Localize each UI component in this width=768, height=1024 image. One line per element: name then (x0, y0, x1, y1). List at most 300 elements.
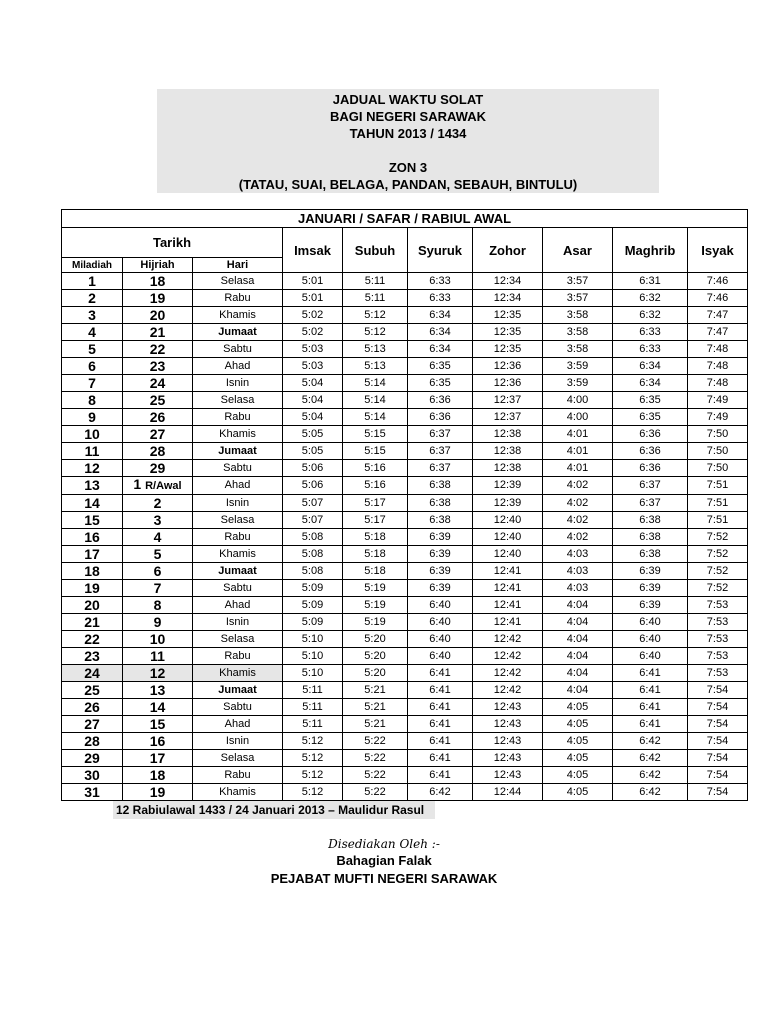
asar-cell: 4:04 (543, 631, 613, 648)
day-cell: Jumaat (193, 443, 283, 460)
day-cell: Selasa (193, 273, 283, 290)
syuruk-cell: 6:34 (408, 341, 473, 358)
table-row (62, 665, 748, 682)
subuh-cell: 5:13 (343, 358, 408, 375)
table-row (62, 529, 748, 546)
zohor-cell: 12:36 (473, 358, 543, 375)
imsak-cell: 5:09 (283, 580, 343, 597)
miladiah-cell: 1 (62, 273, 123, 290)
isyak-cell: 7:54 (688, 716, 748, 733)
table-row (62, 426, 748, 443)
day-cell: Khamis (193, 665, 283, 682)
maghrib-cell: 6:35 (613, 409, 688, 426)
syuruk-cell: 6:39 (408, 563, 473, 580)
miladiah-cell: 28 (62, 733, 123, 750)
day-cell: Selasa (193, 631, 283, 648)
asar-cell: 3:59 (543, 375, 613, 392)
syuruk-cell: 6:38 (408, 495, 473, 512)
miladiah-cell: 16 (62, 529, 123, 546)
table-row (62, 631, 748, 648)
table-row (62, 324, 748, 341)
syuruk-cell: 6:34 (408, 324, 473, 341)
maulidur-rasul-note: 12 Rabiulawal 1433 / 24 Januari 2013 – Maulidur Rasul (113, 801, 435, 819)
hijriah-value: 24 (149, 374, 166, 391)
maghrib-cell: 6:40 (613, 631, 688, 648)
asar-cell: 4:04 (543, 614, 613, 631)
syuruk-cell: 6:36 (408, 409, 473, 426)
maghrib-cell: 6:40 (613, 648, 688, 665)
miladiah-cell: 23 (62, 648, 123, 665)
day-cell: Isnin (193, 375, 283, 392)
hijriah-cell (123, 426, 193, 443)
table-row (62, 580, 748, 597)
miladiah-cell: 26 (62, 699, 123, 716)
imsak-cell: 5:10 (283, 631, 343, 648)
zohor-cell: 12:40 (473, 546, 543, 563)
imsak-cell: 5:11 (283, 716, 343, 733)
maghrib-cell: 6:41 (613, 682, 688, 699)
zohor-cell: 12:38 (473, 426, 543, 443)
table-row (62, 597, 748, 614)
syuruk-cell: 6:40 (408, 648, 473, 665)
imsak-cell: 5:09 (283, 614, 343, 631)
isyak-cell: 7:51 (688, 477, 748, 495)
header-title: JADUAL WAKTU SOLAT (332, 92, 484, 107)
subuh-cell: 5:20 (343, 665, 408, 682)
hijriah-value: 8 (153, 596, 162, 613)
maghrib-cell: 6:32 (613, 307, 688, 324)
asar-cell: 4:01 (543, 426, 613, 443)
zohor-cell: 12:42 (473, 665, 543, 682)
hijriah-value: 29 (149, 459, 166, 476)
subuh-cell: 5:22 (343, 750, 408, 767)
imsak-cell: 5:05 (283, 443, 343, 460)
zohor-cell: 12:35 (473, 307, 543, 324)
hijriah-cell (123, 648, 193, 665)
asar-cell: 3:57 (543, 290, 613, 307)
day-cell: Sabtu (193, 341, 283, 358)
asar-cell: 4:02 (543, 529, 613, 546)
table-row (62, 477, 748, 495)
subuh-cell: 5:21 (343, 682, 408, 699)
maghrib-cell: 6:41 (613, 716, 688, 733)
syuruk-cell: 6:37 (408, 426, 473, 443)
office-name: PEJABAT MUFTI NEGERI SARAWAK (270, 871, 498, 886)
subuh-cell: 5:13 (343, 341, 408, 358)
maghrib-cell: 6:31 (613, 273, 688, 290)
imsak-cell: 5:09 (283, 597, 343, 614)
syuruk-cell: 6:35 (408, 375, 473, 392)
subuh-cell: 5:11 (343, 290, 408, 307)
isyak-cell: 7:54 (688, 784, 748, 801)
zohor-cell: 12:41 (473, 563, 543, 580)
imsak-cell: 5:01 (283, 290, 343, 307)
table-row (62, 648, 748, 665)
isyak-cell: 7:48 (688, 375, 748, 392)
zohor-cell: 12:34 (473, 290, 543, 307)
subuh-cell: 5:19 (343, 614, 408, 631)
zohor-cell: 12:37 (473, 392, 543, 409)
hijriah-cell (123, 750, 193, 767)
maghrib-cell: 6:38 (613, 512, 688, 529)
subuh-cell: 5:18 (343, 529, 408, 546)
miladiah-cell: 13 (62, 477, 123, 495)
hijriah-cell (123, 733, 193, 750)
hijriah-value: 9 (153, 613, 162, 630)
col-header-miladiah: Miladiah (62, 258, 123, 273)
hijriah-value: 19 (149, 783, 166, 800)
isyak-cell: 7:49 (688, 392, 748, 409)
imsak-cell: 5:10 (283, 648, 343, 665)
hijriah-cell (123, 529, 193, 546)
hijriah-value: 20 (149, 306, 166, 323)
syuruk-cell: 6:41 (408, 750, 473, 767)
syuruk-cell: 6:41 (408, 733, 473, 750)
table-row (62, 290, 748, 307)
day-cell: Khamis (193, 307, 283, 324)
zohor-cell: 12:42 (473, 631, 543, 648)
isyak-cell: 7:54 (688, 750, 748, 767)
subuh-cell: 5:21 (343, 716, 408, 733)
miladiah-cell: 22 (62, 631, 123, 648)
zohor-cell: 12:42 (473, 682, 543, 699)
hijriah-cell (123, 341, 193, 358)
prayer-times-table (61, 209, 748, 801)
asar-cell: 4:04 (543, 597, 613, 614)
day-cell: Khamis (193, 426, 283, 443)
maghrib-cell: 6:42 (613, 784, 688, 801)
miladiah-cell: 27 (62, 716, 123, 733)
table-row (62, 614, 748, 631)
maghrib-cell: 6:34 (613, 358, 688, 375)
isyak-cell: 7:49 (688, 409, 748, 426)
zohor-cell: 12:40 (473, 512, 543, 529)
month-title: JANUARI / SAFAR / RABIUL AWAL (62, 210, 748, 228)
miladiah-cell: 21 (62, 614, 123, 631)
asar-cell: 4:01 (543, 460, 613, 477)
hijriah-cell (123, 392, 193, 409)
imsak-cell: 5:02 (283, 324, 343, 341)
hijriah-value: 12 (149, 664, 166, 681)
imsak-cell: 5:10 (283, 665, 343, 682)
isyak-cell: 7:54 (688, 733, 748, 750)
imsak-cell: 5:04 (283, 392, 343, 409)
isyak-cell: 7:53 (688, 631, 748, 648)
miladiah-cell: 17 (62, 546, 123, 563)
asar-cell: 3:58 (543, 307, 613, 324)
subuh-cell: 5:21 (343, 699, 408, 716)
syuruk-cell: 6:39 (408, 580, 473, 597)
day-cell: Rabu (193, 648, 283, 665)
col-header-maghrib: Maghrib (613, 228, 688, 273)
isyak-cell: 7:48 (688, 358, 748, 375)
hijriah-value: 7 (153, 579, 162, 596)
hijriah-cell (123, 716, 193, 733)
miladiah-cell: 12 (62, 460, 123, 477)
day-cell: Rabu (193, 290, 283, 307)
hijriah-cell (123, 631, 193, 648)
col-header-isyak: Isyak (688, 228, 748, 273)
imsak-cell: 5:07 (283, 495, 343, 512)
miladiah-cell: 14 (62, 495, 123, 512)
miladiah-cell: 3 (62, 307, 123, 324)
table-row (62, 307, 748, 324)
maghrib-cell: 6:36 (613, 426, 688, 443)
day-cell: Jumaat (193, 682, 283, 699)
table-row (62, 733, 748, 750)
hijriah-month-label: R/Awal (145, 480, 182, 492)
col-header-asar: Asar (543, 228, 613, 273)
isyak-cell: 7:50 (688, 426, 748, 443)
hijriah-value: 28 (149, 442, 166, 459)
header-zone: ZON 3 (388, 160, 428, 175)
maghrib-cell: 6:42 (613, 750, 688, 767)
hijriah-value: 18 (149, 272, 166, 289)
imsak-cell: 5:08 (283, 529, 343, 546)
zohor-cell: 12:39 (473, 477, 543, 495)
isyak-cell: 7:50 (688, 443, 748, 460)
imsak-cell: 5:12 (283, 767, 343, 784)
day-cell: Ahad (193, 358, 283, 375)
imsak-cell: 5:06 (283, 460, 343, 477)
day-cell: Sabtu (193, 460, 283, 477)
miladiah-cell: 5 (62, 341, 123, 358)
maghrib-cell: 6:36 (613, 460, 688, 477)
hijriah-cell (123, 546, 193, 563)
day-cell: Selasa (193, 512, 283, 529)
table-row (62, 341, 748, 358)
col-header-zohor: Zohor (473, 228, 543, 273)
syuruk-cell: 6:37 (408, 443, 473, 460)
maghrib-cell: 6:41 (613, 665, 688, 682)
hijriah-cell (123, 460, 193, 477)
table-row (62, 375, 748, 392)
col-header-imsak: Imsak (283, 228, 343, 273)
hijriah-cell (123, 358, 193, 375)
asar-cell: 4:05 (543, 750, 613, 767)
maghrib-cell: 6:38 (613, 529, 688, 546)
maghrib-cell: 6:42 (613, 733, 688, 750)
day-cell: Isnin (193, 614, 283, 631)
syuruk-cell: 6:41 (408, 716, 473, 733)
miladiah-cell: 25 (62, 682, 123, 699)
hijriah-value: 11 (150, 647, 165, 664)
isyak-cell: 7:54 (688, 699, 748, 716)
syuruk-cell: 6:40 (408, 597, 473, 614)
day-cell: Rabu (193, 767, 283, 784)
imsak-cell: 5:01 (283, 273, 343, 290)
hijriah-value: 21 (149, 323, 166, 340)
asar-cell: 4:05 (543, 784, 613, 801)
isyak-cell: 7:51 (688, 495, 748, 512)
hijriah-value: 2 (153, 494, 162, 511)
imsak-cell: 5:03 (283, 358, 343, 375)
table-row (62, 716, 748, 733)
zohor-cell: 12:44 (473, 784, 543, 801)
miladiah-cell: 20 (62, 597, 123, 614)
subuh-cell: 5:16 (343, 460, 408, 477)
asar-cell: 4:05 (543, 767, 613, 784)
table-row (62, 750, 748, 767)
syuruk-cell: 6:40 (408, 631, 473, 648)
asar-cell: 4:04 (543, 648, 613, 665)
isyak-cell: 7:53 (688, 597, 748, 614)
subuh-cell: 5:11 (343, 273, 408, 290)
subuh-cell: 5:18 (343, 563, 408, 580)
maghrib-cell: 6:32 (613, 290, 688, 307)
zohor-cell: 12:40 (473, 529, 543, 546)
day-cell: Khamis (193, 546, 283, 563)
hijriah-value: 1 (133, 476, 142, 492)
hijriah-value: 22 (149, 340, 166, 357)
hijriah-cell (123, 443, 193, 460)
miladiah-cell: 18 (62, 563, 123, 580)
imsak-cell: 5:12 (283, 784, 343, 801)
imsak-cell: 5:08 (283, 563, 343, 580)
maghrib-cell: 6:36 (613, 443, 688, 460)
hijriah-value: 13 (149, 681, 166, 698)
header-state: BAGI NEGERI SARAWAK (329, 109, 486, 124)
miladiah-cell: 19 (62, 580, 123, 597)
hijriah-cell (123, 273, 193, 290)
day-cell: Isnin (193, 495, 283, 512)
department-name: Bahagian Falak (336, 853, 432, 868)
subuh-cell: 5:17 (343, 495, 408, 512)
zohor-cell: 12:36 (473, 375, 543, 392)
miladiah-cell: 2 (62, 290, 123, 307)
day-cell: Sabtu (193, 699, 283, 716)
miladiah-cell: 8 (62, 392, 123, 409)
miladiah-cell: 7 (62, 375, 123, 392)
maghrib-cell: 6:33 (613, 324, 688, 341)
table-row (62, 409, 748, 426)
table-row (62, 358, 748, 375)
imsak-cell: 5:11 (283, 699, 343, 716)
maghrib-cell: 6:35 (613, 392, 688, 409)
miladiah-cell: 15 (62, 512, 123, 529)
zohor-cell: 12:38 (473, 460, 543, 477)
syuruk-cell: 6:40 (408, 614, 473, 631)
table-row (62, 392, 748, 409)
isyak-cell: 7:53 (688, 614, 748, 631)
table-row (62, 512, 748, 529)
subuh-cell: 5:14 (343, 375, 408, 392)
miladiah-cell: 6 (62, 358, 123, 375)
hijriah-value: 26 (149, 408, 166, 425)
asar-cell: 4:00 (543, 392, 613, 409)
maghrib-cell: 6:42 (613, 767, 688, 784)
hijriah-value: 6 (153, 562, 162, 579)
miladiah-cell: 30 (62, 767, 123, 784)
subuh-cell: 5:22 (343, 767, 408, 784)
hijriah-cell (123, 614, 193, 631)
hijriah-cell (123, 307, 193, 324)
maghrib-cell: 6:37 (613, 495, 688, 512)
syuruk-cell: 6:39 (408, 546, 473, 563)
asar-cell: 4:03 (543, 580, 613, 597)
syuruk-cell: 6:41 (408, 699, 473, 716)
day-cell: Isnin (193, 733, 283, 750)
imsak-cell: 5:07 (283, 512, 343, 529)
zohor-cell: 12:35 (473, 324, 543, 341)
isyak-cell: 7:52 (688, 529, 748, 546)
asar-cell: 4:03 (543, 546, 613, 563)
maghrib-cell: 6:34 (613, 375, 688, 392)
hijriah-cell (123, 665, 193, 682)
hijriah-value: 5 (153, 545, 162, 562)
hijriah-value: 23 (149, 357, 166, 374)
imsak-cell: 5:11 (283, 682, 343, 699)
miladiah-cell: 11 (62, 443, 123, 460)
hijriah-cell (123, 375, 193, 392)
subuh-cell: 5:14 (343, 409, 408, 426)
asar-cell: 4:05 (543, 699, 613, 716)
imsak-cell: 5:03 (283, 341, 343, 358)
isyak-cell: 7:50 (688, 460, 748, 477)
maghrib-cell: 6:39 (613, 597, 688, 614)
syuruk-cell: 6:34 (408, 307, 473, 324)
hijriah-value: 3 (153, 511, 162, 528)
col-header-tarikh: Tarikh (62, 228, 283, 258)
asar-cell: 4:05 (543, 733, 613, 750)
subuh-cell: 5:19 (343, 580, 408, 597)
zohor-cell: 12:39 (473, 495, 543, 512)
table-row (62, 495, 748, 512)
day-cell: Ahad (193, 597, 283, 614)
day-cell: Rabu (193, 529, 283, 546)
asar-cell: 4:05 (543, 716, 613, 733)
hijriah-value: 17 (149, 749, 166, 766)
table-body (62, 273, 748, 801)
day-cell: Sabtu (193, 580, 283, 597)
syuruk-cell: 6:39 (408, 529, 473, 546)
asar-cell: 3:57 (543, 273, 613, 290)
subuh-cell: 5:19 (343, 597, 408, 614)
hijriah-value: 18 (149, 766, 166, 783)
syuruk-cell: 6:38 (408, 477, 473, 495)
isyak-cell: 7:52 (688, 580, 748, 597)
asar-cell: 4:02 (543, 477, 613, 495)
maghrib-cell: 6:37 (613, 477, 688, 495)
isyak-cell: 7:54 (688, 682, 748, 699)
subuh-cell: 5:12 (343, 307, 408, 324)
header-year: TAHUN 2013 / 1434 (349, 126, 467, 141)
imsak-cell: 5:12 (283, 733, 343, 750)
hijriah-cell (123, 767, 193, 784)
subuh-cell: 5:17 (343, 512, 408, 529)
zohor-cell: 12:42 (473, 648, 543, 665)
maghrib-cell: 6:41 (613, 699, 688, 716)
subuh-cell: 5:12 (343, 324, 408, 341)
hijriah-cell (123, 784, 193, 801)
hijriah-value: 14 (149, 698, 166, 715)
subuh-cell: 5:18 (343, 546, 408, 563)
header-areas: (TATAU, SUAI, BELAGA, PANDAN, SEBAUH, BINTULU) (238, 177, 578, 192)
isyak-cell: 7:52 (688, 563, 748, 580)
isyak-cell: 7:47 (688, 307, 748, 324)
isyak-cell: 7:54 (688, 767, 748, 784)
imsak-cell: 5:02 (283, 307, 343, 324)
hijriah-cell (123, 580, 193, 597)
hijriah-value: 19 (149, 289, 166, 306)
col-header-hari: Hari (193, 258, 283, 273)
table-row (62, 682, 748, 699)
asar-cell: 4:03 (543, 563, 613, 580)
imsak-cell: 5:04 (283, 375, 343, 392)
zohor-cell: 12:34 (473, 273, 543, 290)
table-row (62, 699, 748, 716)
asar-cell: 4:04 (543, 682, 613, 699)
